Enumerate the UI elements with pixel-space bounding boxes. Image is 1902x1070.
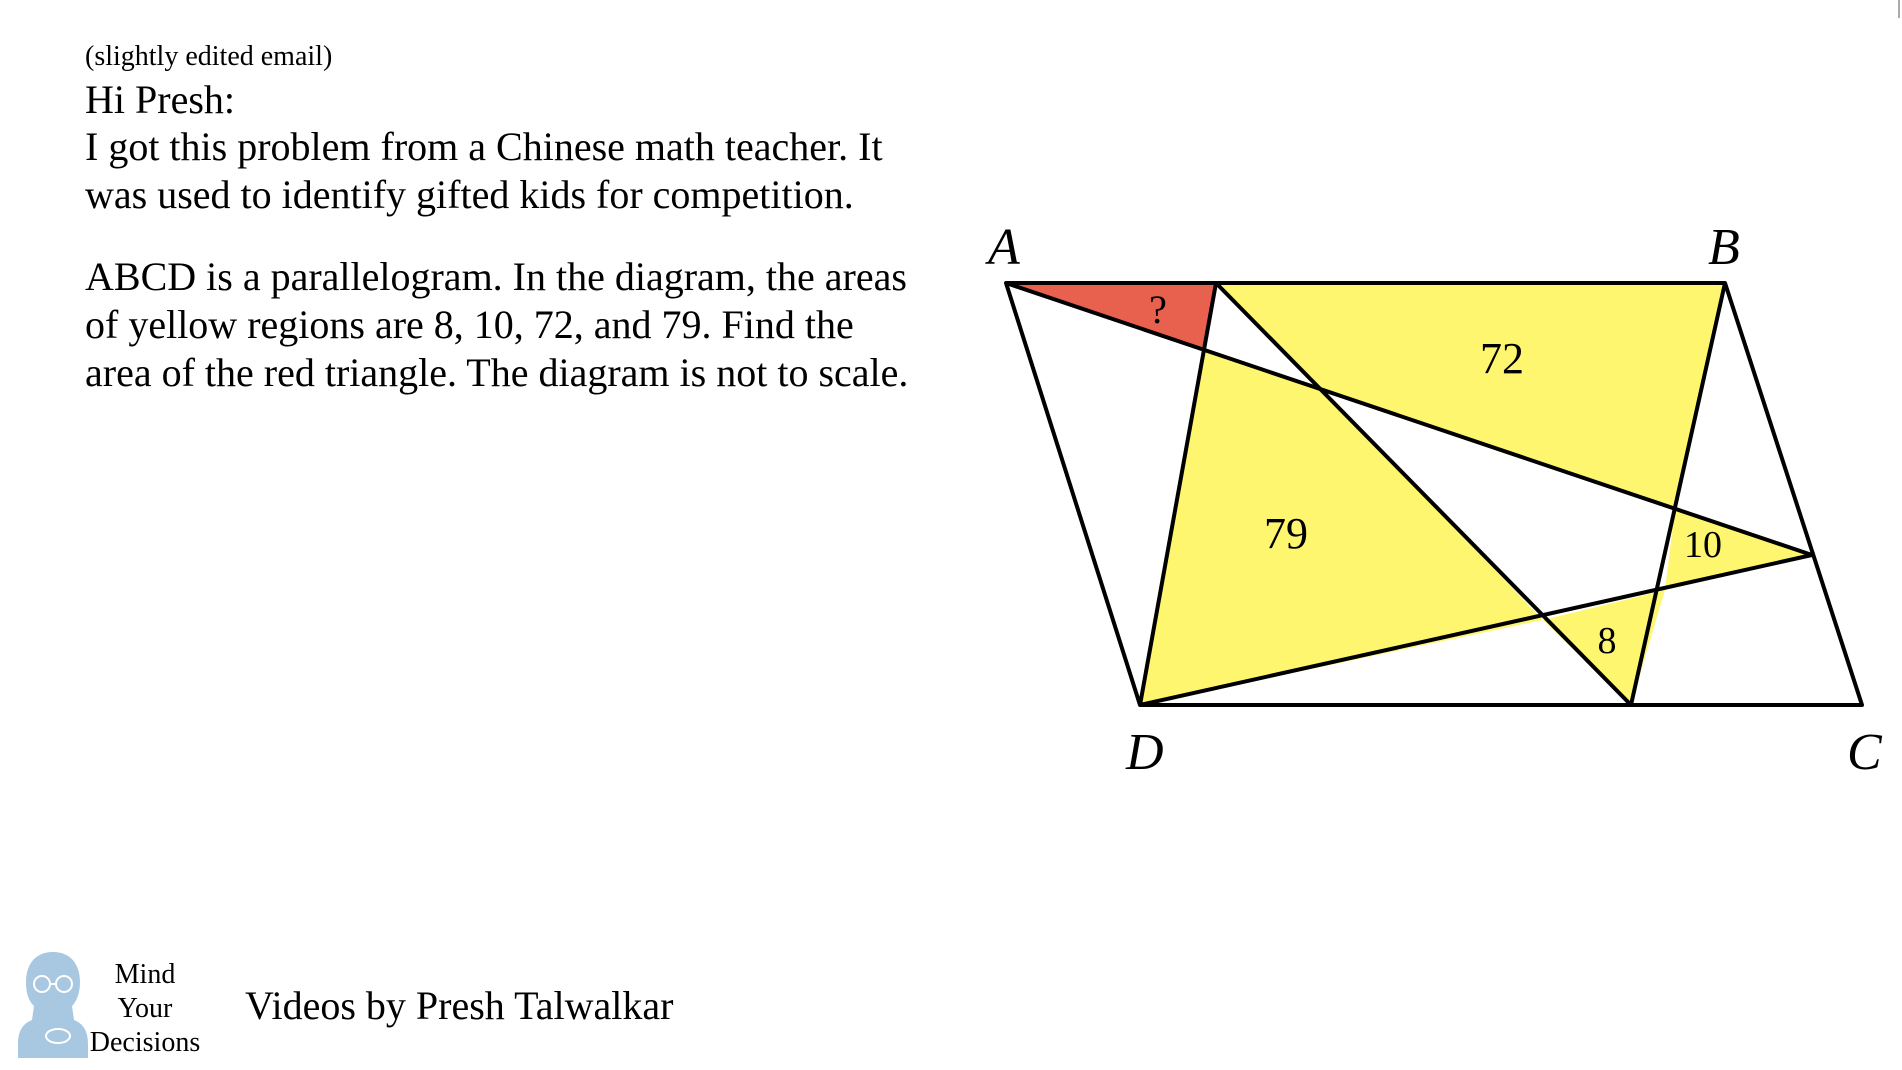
bald-head-with-glasses-icon (18, 948, 88, 1058)
logo-line-mind: Mind (114, 959, 176, 990)
byline: Videos by Presh Talwalkar (245, 983, 674, 1028)
vertex-label-d: D (1126, 724, 1164, 781)
email-note: (slightly edited email) (85, 41, 333, 72)
intro-paragraph: I got this problem from a Chinese math teacher. It was used to identify gifted kids for competition. (85, 124, 883, 217)
region-label-8: 8 (1597, 620, 1617, 662)
logo-line-your: Your (117, 993, 173, 1024)
window-edge-marker (1898, 0, 1900, 18)
brand-logo-text (82, 958, 208, 1060)
vertex-label-b: B (1708, 219, 1740, 276)
region-label-72: 72 (1480, 334, 1524, 383)
problem-statement: ABCD is a parallelogram. In the diagram, the areas of yellow regions are 8, 10, 72, and 79. Find the area of the red triangle. The diagram is not to scale. (85, 254, 909, 395)
region-label-red: ? (1149, 287, 1167, 332)
logo-line-decisions: Decisions (89, 1027, 201, 1058)
region-label-10: 10 (1684, 524, 1722, 566)
region-label-79: 79 (1264, 509, 1308, 558)
vertex-label-a: A (988, 219, 1020, 276)
greeting: Hi Presh: (85, 77, 235, 122)
vertex-label-c: C (1847, 724, 1882, 781)
